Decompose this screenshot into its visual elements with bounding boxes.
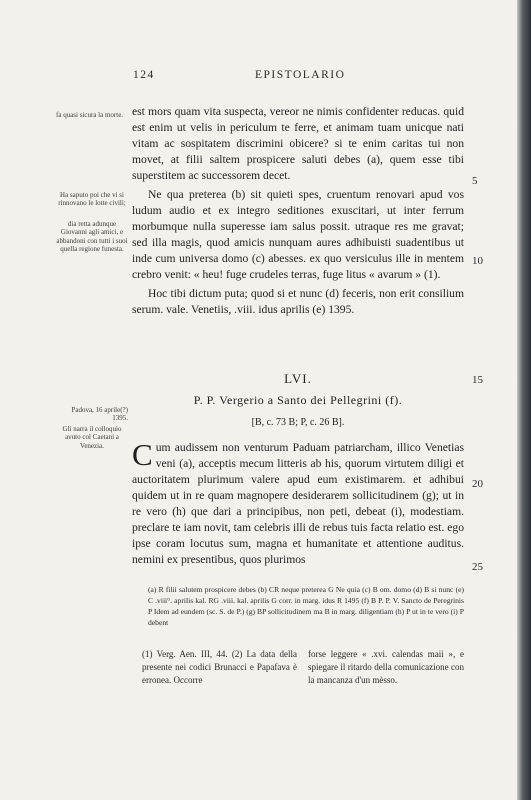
margin-note: Padova, 16 aprile(?) 1395.: [71, 406, 128, 423]
book-edge: [517, 0, 531, 800]
margin-note: dia retta adunque Giovanni agli amici, e abbandoni con tutti i suoi quella regione funesta.: [56, 220, 128, 253]
line-number: 25: [472, 561, 483, 573]
drop-cap: C: [132, 437, 153, 472]
footnote-left: (1) Verg. Aen. III, 44. (2) La data della presente nei codici Brunacci e Papafava è erronea. Occorre: [142, 649, 297, 685]
letter-text-body: um audissem non venturum Paduam patriarcham, illico Venetias veni (a), acceptis mecum litteris ab his, quorum virtutem diligi et auctoritatem plurimum valere apud eum existimarem. et adhibui quidem ut in re quam magnopere desiderarem sollicitudinem (g); ut in re vero (h) que dari a principibus, non peti, debeat (i), modestiam. preclare te iam novit, tam celebris illi de rebus tuis facta relatio est. ego ipse coram locutus sum, magna et humanitate et attentione auditus. nemini ex presentibus, quos plurimos: [132, 441, 464, 566]
paragraph: est mors quam vita suspecta, vereor ne nimis confidenter reducas. quid est enim ut velis in periculum te ferre, et animam tuam unicque nati vitam ac sospitatem discrimini obicere? si te enim caritas tui non movet, at filii saltem prospicere saluti debes (a), quem esse tibi superstitem ac successorem decet.: [132, 105, 464, 182]
paragraph: Hoc tibi dictum puta; quod si et nunc (d) feceris, non erit consilium serum. vale. Venetiis, .viii. idus aprilis (e) 1395.: [132, 287, 464, 316]
margin-note: Gli narra il colloquio avuto col Caetani a Venezia.: [62, 425, 122, 450]
margin-note: fa quasi sicura la morte.: [56, 111, 124, 119]
line-number: 15: [472, 374, 483, 386]
line-number: 10: [472, 255, 483, 267]
critical-apparatus: (a) R filii salutem prospicere debes (b) CR neque preterea G Ne quia (c) B om. domo (d) B si nunc (e) C .viii°. aprilis kal. RG .viii. kal. aprilis G corr. in marg. idus R 1495 (f) B P. P. V. Sancto de Peregrinis P Idem ad eundem (sc. S. de P.) (g) BP sollicitudinem ma B in marg. diligentiam (h) P ut in te vero (i) P debent: [148, 585, 464, 627]
manuscript-sigla: [B, c. 73 B; P, c. 26 B].: [251, 417, 345, 428]
paragraph: Ne qua preterea (b) sit quieti spes, cruentum renovari apud vos ludum audio et ex integro seditiones exuscitari, ut inter ferrum morbumque nulla superesse iam salus possit. utraque res me gravat; sed illa magis, quod amicis nunquam aures adhibuisti suadentibus ut inde cum universa domo (c) abesses. ex quo versiculus ille in mentem crebro venit: « heu! fuge crudeles terras, fuge litus « avarum » (1).: [132, 188, 464, 281]
letter-number: LVI.: [284, 371, 312, 386]
footnote-right: forse leggere « .xvi. calendas maii », e spiegare il ritardo della comunicazione con la mancanza d'un mèsso.: [308, 649, 464, 685]
line-number: 5: [472, 175, 478, 187]
page-number: 124: [133, 69, 155, 81]
letter-body-continued: [132, 104, 464, 318]
margin-note: Ha saputo poi che vi si rinnovano le lotte civili;: [58, 191, 126, 208]
letter-text: [132, 437, 464, 568]
running-title: EPISTOLARIO: [255, 69, 346, 81]
line-number: 20: [472, 478, 483, 490]
letter-title: P. P. Vergerio a Santo dei Pellegrini (f).: [193, 393, 403, 407]
